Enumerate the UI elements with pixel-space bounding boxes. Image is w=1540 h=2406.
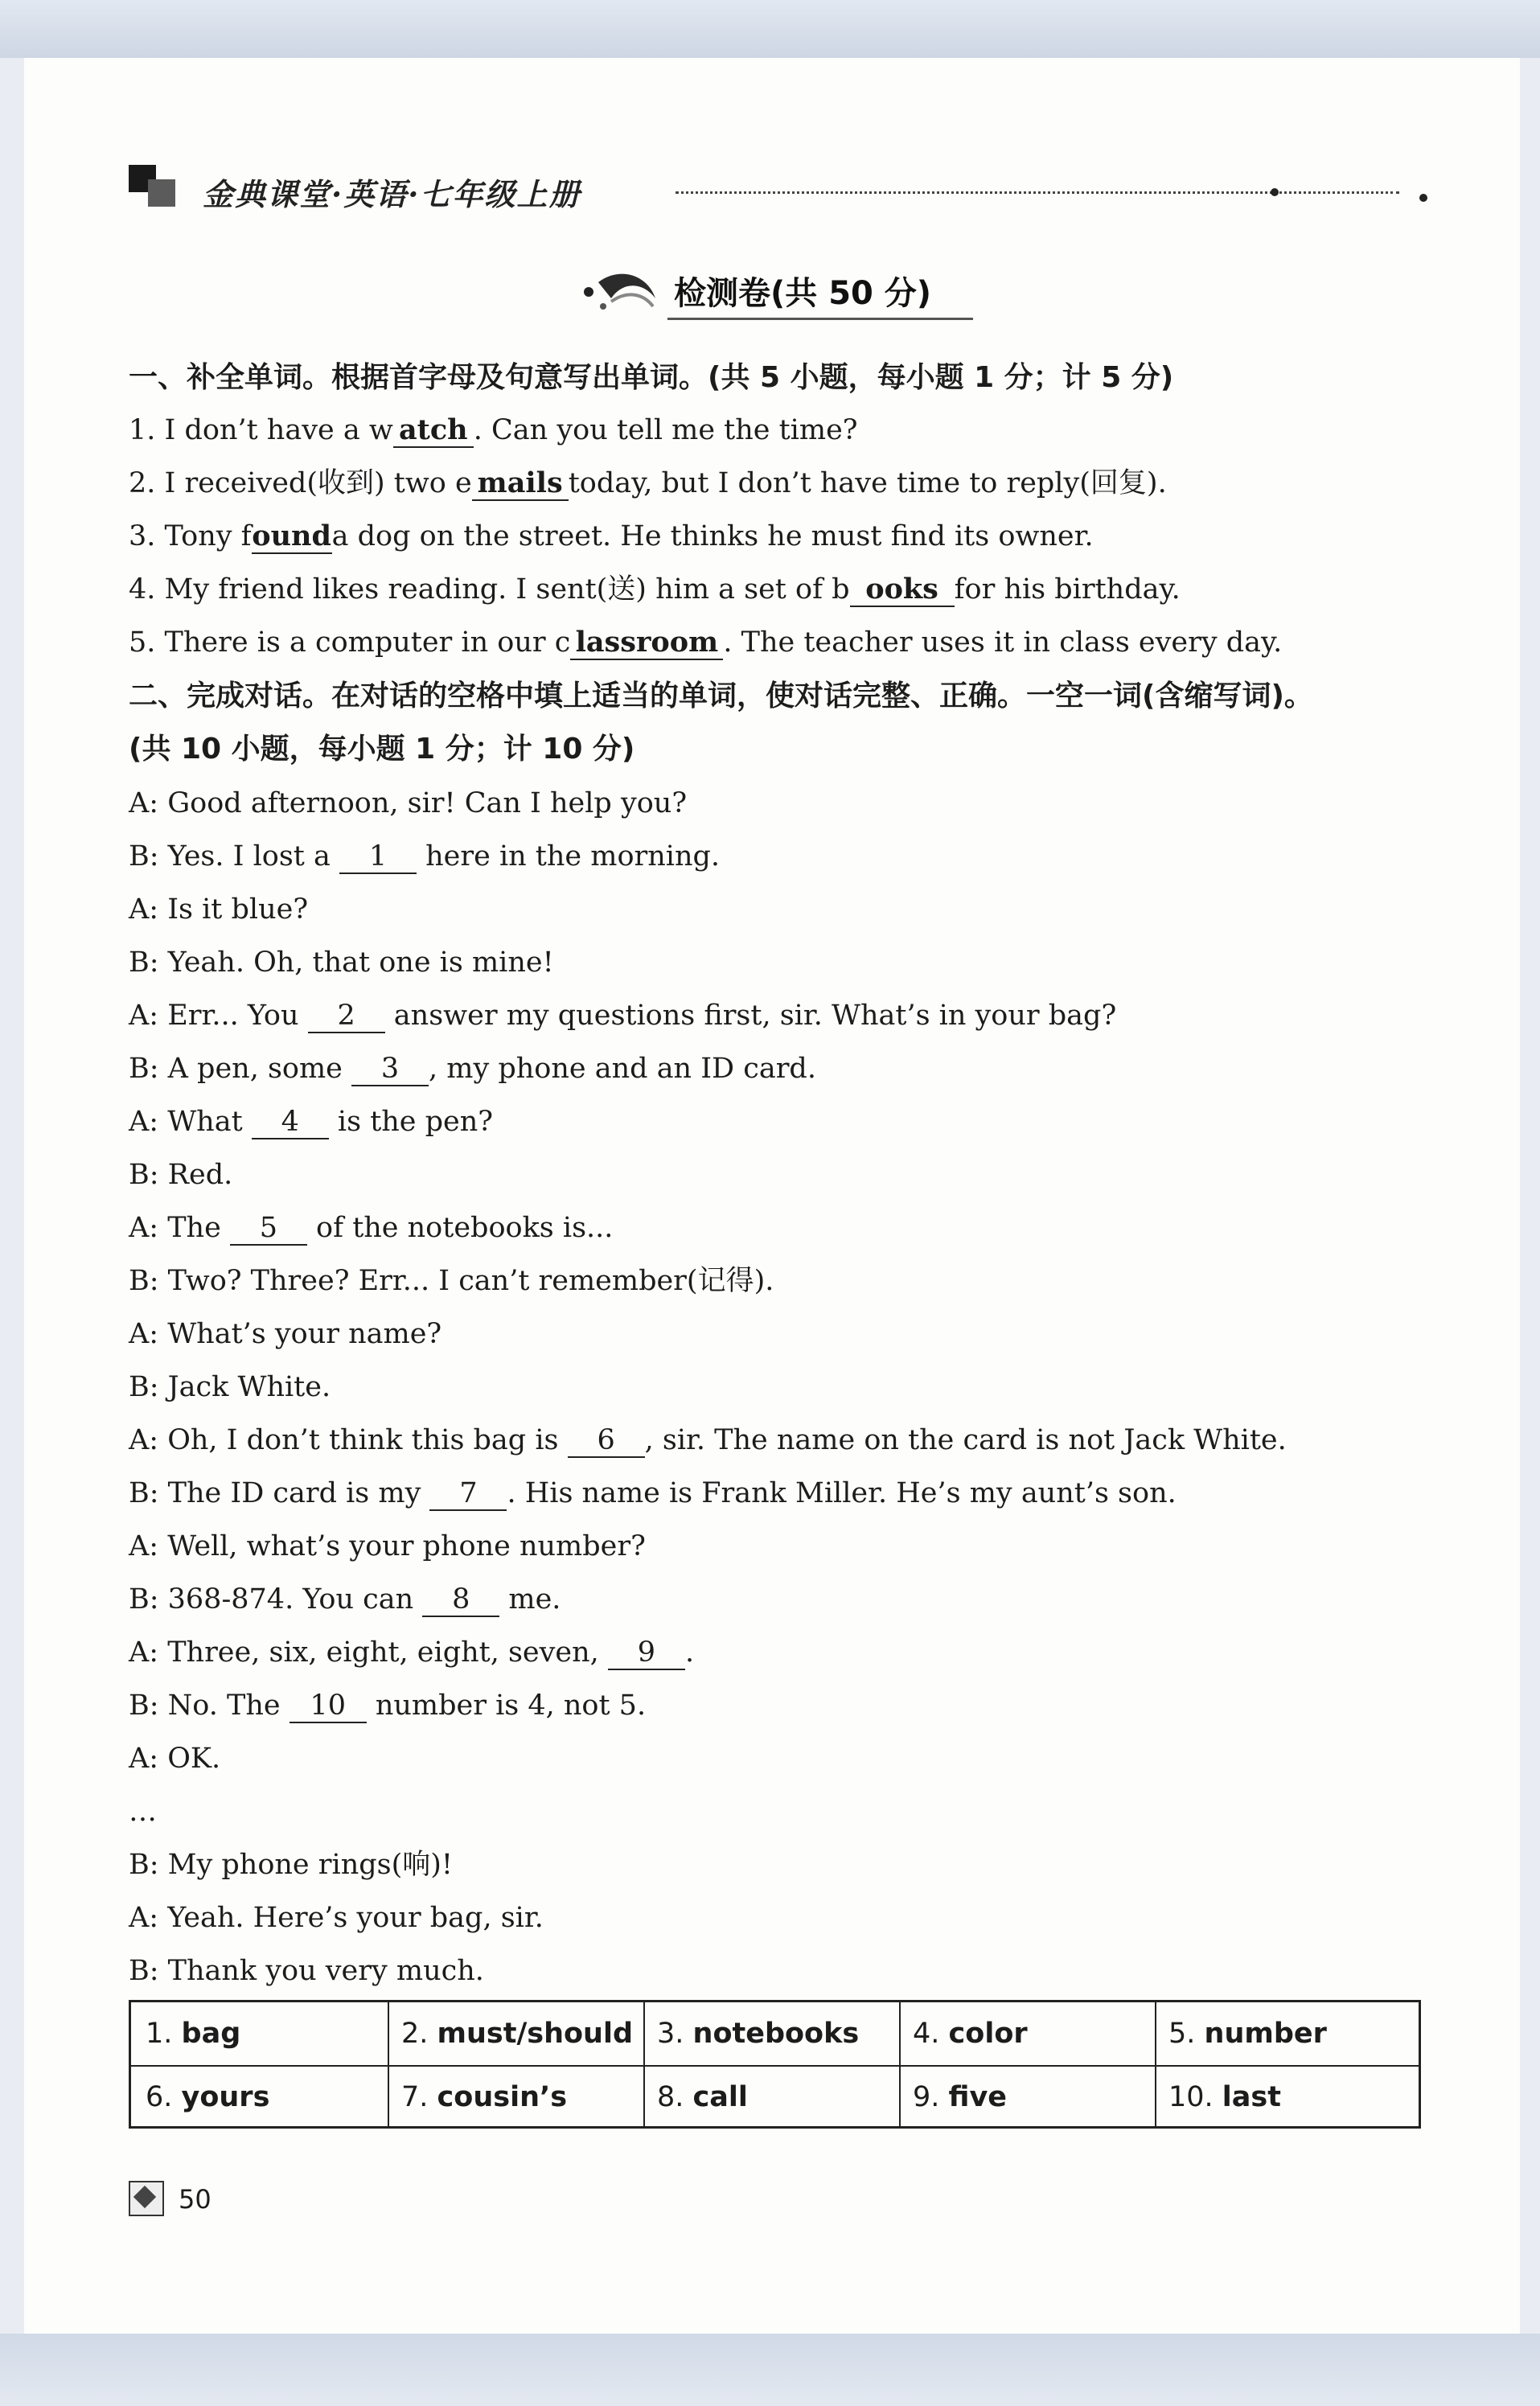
answer-blank: ooks xyxy=(850,573,955,607)
dialog-text: A: Err... You xyxy=(129,1000,308,1032)
answer-number: 4. xyxy=(913,2018,949,2050)
dialog-text: B: Red. xyxy=(129,1159,233,1191)
header-dotted-rule xyxy=(676,191,1399,194)
answer-cell xyxy=(898,2002,1156,2065)
section-title-text: 检测卷(共 50 分) xyxy=(674,275,932,312)
dialog-line xyxy=(129,1793,157,1830)
answer-number: 1. xyxy=(146,2018,182,2050)
answer-cell xyxy=(898,2066,1156,2129)
dialog-text: A: What’s your name? xyxy=(129,1318,442,1350)
part1-item xyxy=(129,465,1167,502)
dialog-text: A: Oh, I don’t think this bag is xyxy=(129,1424,568,1456)
answer-table xyxy=(129,2000,1421,2129)
dialog-text: of the notebooks is... xyxy=(306,1212,614,1244)
answer-number: 3. xyxy=(657,2018,693,2050)
part2-heading-scoring: (共 10 小题，每小题 1 分；计 10 分) xyxy=(129,733,635,766)
dialog-text: … xyxy=(129,1796,157,1828)
answer-cell xyxy=(1154,2002,1411,2065)
dialog-blank: 7 xyxy=(429,1477,507,1511)
dialog-line xyxy=(129,1899,544,1936)
answer-cell xyxy=(1154,2066,1411,2129)
dialog-line xyxy=(129,1475,1177,1512)
dialog-text: B: A pen, some xyxy=(129,1053,352,1085)
dialog-text: B: No. The xyxy=(129,1690,290,1722)
answer-number: 10. xyxy=(1168,2081,1222,2113)
part2-heading: 二、完成对话。在对话的空格中填上适当的单词，使对话完整、正确。一空一词(含缩写词)。 xyxy=(129,680,1313,712)
dialog-line xyxy=(129,1634,694,1671)
header-dot xyxy=(1419,194,1427,202)
answer-word: number xyxy=(1204,2018,1327,2050)
dialog-text: number is 4, not 5. xyxy=(366,1690,647,1722)
item-text: 1. I don’t have a w xyxy=(129,414,393,446)
dialog-text: A: Well, what’s your phone number? xyxy=(129,1530,646,1562)
dialog-line xyxy=(129,1103,493,1140)
answer-cell xyxy=(643,2066,900,2129)
part1-item xyxy=(129,412,858,449)
swirl-icon xyxy=(579,266,659,316)
dialog-blank: 2 xyxy=(308,1000,385,1033)
header-dot xyxy=(1271,188,1279,196)
answer-word: notebooks xyxy=(692,2018,860,2050)
answer-number: 9. xyxy=(913,2081,949,2113)
answer-number: 5. xyxy=(1168,2018,1205,2050)
dialog-line xyxy=(129,838,720,875)
dialog-text: answer my questions first, sir. What’s in your bag? xyxy=(384,1000,1117,1032)
part1-item xyxy=(129,624,1282,661)
page-number: 50 xyxy=(179,2184,211,2215)
dialog-text: A: Yeah. Here’s your bag, sir. xyxy=(129,1902,544,1934)
part1-item xyxy=(129,571,1181,608)
item-text: 3. Tony f xyxy=(129,520,252,552)
dialog-blank: 9 xyxy=(608,1636,685,1670)
item-text: for his birthday. xyxy=(954,573,1181,606)
dialog-blank: 1 xyxy=(339,840,417,874)
dialog-line xyxy=(129,1952,484,1989)
bottom-band xyxy=(0,2334,1540,2406)
answer-cell xyxy=(131,2066,388,2129)
answer-number: 2. xyxy=(401,2018,437,2050)
dialog-text: B: Thank you very much. xyxy=(129,1955,484,1987)
dialog-text: B: Jack White. xyxy=(129,1371,331,1403)
dialog-blank: 6 xyxy=(568,1424,645,1458)
dialog-line xyxy=(129,1156,232,1193)
top-band xyxy=(0,0,1540,58)
answer-number: 6. xyxy=(146,2081,182,2113)
dialog-text: is the pen? xyxy=(328,1106,494,1138)
dialog-text: . His name is Frank Miller. He’s my aunt’s son. xyxy=(507,1477,1177,1509)
header-block-icon-shadow xyxy=(148,179,175,207)
dialog-line xyxy=(129,1846,453,1883)
item-text: today, but I don’t have time to reply(回复). xyxy=(568,467,1167,499)
item-text: 2. I received(收到) two e xyxy=(129,467,472,499)
dialog-text: , my phone and an ID card. xyxy=(429,1053,816,1085)
answer-word: color xyxy=(948,2018,1028,2050)
answer-cell xyxy=(387,2002,644,2065)
page-sheet xyxy=(24,58,1520,2334)
answer-cell xyxy=(131,2002,388,2065)
part1-item xyxy=(129,518,1094,555)
item-text: . Can you tell me the time? xyxy=(473,414,858,446)
dialog-text: B: Two? Three? Err... I can’t remember(记得). xyxy=(129,1265,774,1297)
answer-cell xyxy=(387,2066,644,2129)
dialog-text: A: The xyxy=(129,1212,230,1244)
dialog-text: A: Three, six, eight, eight, seven, xyxy=(129,1636,608,1669)
dialog-text: A: What xyxy=(129,1106,252,1138)
dialog-text: A: Is it blue? xyxy=(129,893,309,926)
item-text: . The teacher uses it in class every day. xyxy=(723,626,1283,659)
dialog-line xyxy=(129,1050,816,1087)
answer-blank: lassroom xyxy=(570,626,723,660)
dialog-line xyxy=(129,997,1116,1034)
dialog-line xyxy=(129,1369,331,1406)
answer-blank: atch xyxy=(393,414,474,448)
answer-word: bag xyxy=(181,2018,241,2050)
dialog-text: B: 368-874. You can xyxy=(129,1583,423,1616)
dialog-blank: 3 xyxy=(351,1053,429,1086)
answer-number: 8. xyxy=(657,2081,693,2113)
answer-blank: ound xyxy=(252,519,331,552)
dialog-line xyxy=(129,1263,774,1299)
answer-word: last xyxy=(1222,2081,1281,2113)
item-text: 4. My friend likes reading. I sent(送) him a set of b xyxy=(129,573,850,606)
item-text: a dog on the street. He thinks he must find its owner. xyxy=(331,520,1094,552)
dialog-line xyxy=(129,1528,646,1565)
dialog-text: , sir. The name on the card is not Jack White. xyxy=(644,1424,1287,1456)
dialog-text: B: Yeah. Oh, that one is mine! xyxy=(129,946,554,979)
dialog-blank: 5 xyxy=(230,1212,307,1246)
dialog-text: A: OK. xyxy=(129,1743,221,1775)
answer-number: 7. xyxy=(401,2081,437,2113)
dialog-text: . xyxy=(684,1636,695,1669)
header-title: 金典课堂·英语·七年级上册 xyxy=(203,176,581,212)
dialog-line xyxy=(129,1316,441,1353)
dialog-line xyxy=(129,1209,613,1246)
answer-blank: mails xyxy=(472,467,569,501)
answer-cell xyxy=(643,2002,900,2065)
page-number-block xyxy=(129,2179,290,2219)
answer-word: five xyxy=(948,2081,1008,2113)
dialog-blank: 4 xyxy=(252,1106,329,1139)
part1-heading: 一、补全单词。根据首字母及句意写出单词。(共 5 小题，每小题 1 分；计 5 分) xyxy=(129,361,1174,394)
dialog-line xyxy=(129,1422,1287,1459)
dialog-text: A: Good afternoon, sir! Can I help you? xyxy=(129,787,688,819)
dialog-line xyxy=(129,891,308,928)
dialog-text: here in the morning. xyxy=(417,840,721,872)
answer-word: must/should xyxy=(437,2018,634,2050)
dialog-text: B: Yes. I lost a xyxy=(129,840,339,872)
running-header xyxy=(129,165,1431,213)
dialog-line xyxy=(129,1581,561,1618)
dialog-line xyxy=(129,785,687,822)
section-title-underline xyxy=(667,318,973,320)
dialog-text: B: My phone rings(响)! xyxy=(129,1849,453,1881)
answer-word: yours xyxy=(181,2081,270,2113)
item-text: 5. There is a computer in our c xyxy=(129,626,571,659)
answer-word: cousin’s xyxy=(437,2081,568,2113)
answer-word: call xyxy=(692,2081,748,2113)
dialog-line xyxy=(129,1740,220,1777)
dialog-text: B: The ID card is my xyxy=(129,1477,430,1509)
section-title xyxy=(579,261,965,326)
dialog-line xyxy=(129,944,554,981)
dialog-blank: 10 xyxy=(290,1690,367,1723)
dialog-blank: 8 xyxy=(422,1583,499,1617)
dialog-text: me. xyxy=(499,1583,561,1616)
dialog-line xyxy=(129,1687,646,1724)
